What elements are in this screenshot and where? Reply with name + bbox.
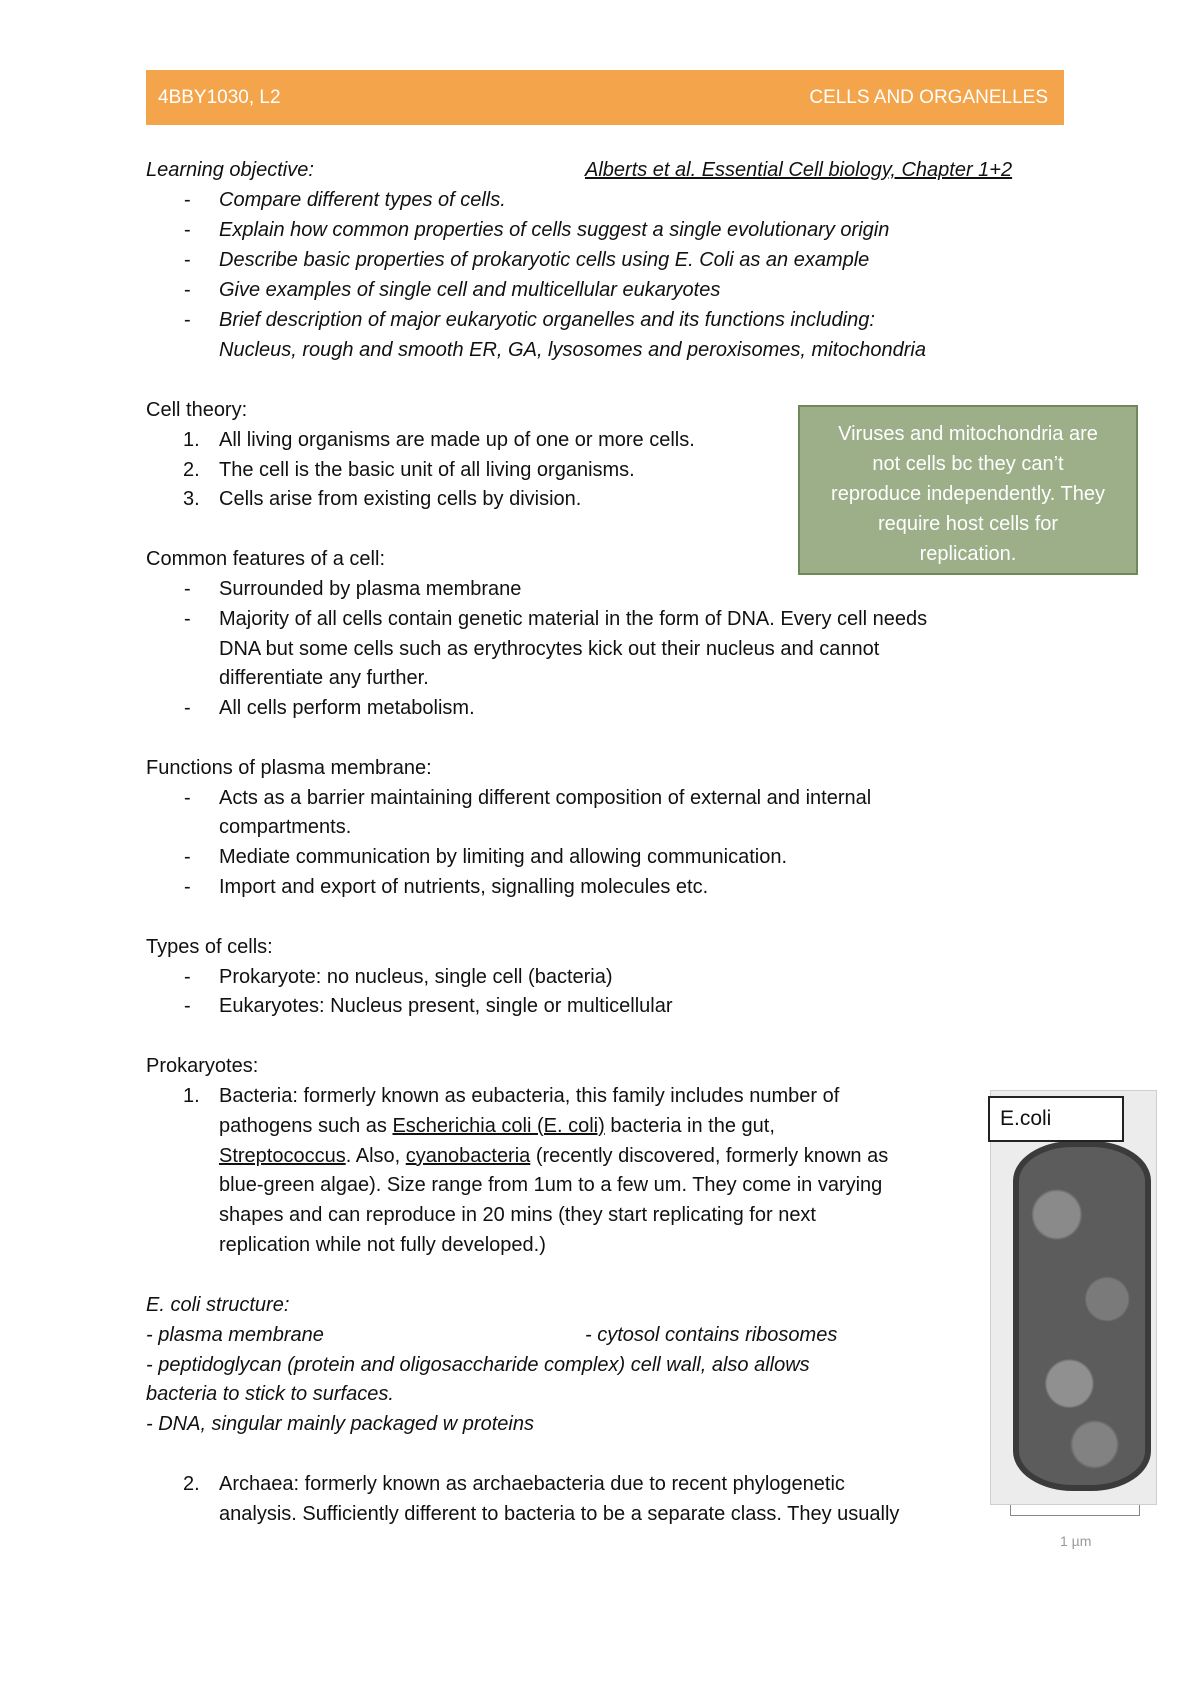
bullet-dash: - bbox=[184, 578, 191, 600]
types-item: Eukaryotes: Nucleus present, single or multicellular bbox=[219, 995, 673, 1017]
common-feature-continued: DNA but some cells such as erythrocytes kick out their nucleus and cannot bbox=[219, 638, 880, 660]
list-number: 3. bbox=[183, 488, 200, 510]
callout-line: require host cells for bbox=[877, 513, 1059, 535]
common-feature-item: Majority of all cells contain genetic material in the form of DNA. Every cell needs bbox=[219, 608, 928, 630]
objective-item: Brief description of major eukaryotic organelles and its functions including: bbox=[219, 309, 875, 331]
bullet-dash: - bbox=[184, 876, 191, 898]
ecoli-micrograph bbox=[990, 1090, 1157, 1505]
bullet-dash: - bbox=[184, 219, 191, 241]
objective-item: Explain how common properties of cells suggest a single evolutionary origin bbox=[219, 219, 890, 241]
objective-item: Give examples of single cell and multicellular eukaryotes bbox=[219, 279, 721, 301]
bullet-dash: - bbox=[184, 309, 191, 331]
list-number: 2. bbox=[183, 1473, 200, 1495]
types-heading: Types of cells: bbox=[146, 936, 273, 958]
common-features-heading: Common features of a cell: bbox=[146, 548, 385, 570]
bullet-dash: - bbox=[184, 279, 191, 301]
bacteria-line: Bacteria: formerly known as eubacteria, this family includes number of bbox=[219, 1085, 840, 1107]
objective-item: Compare different types of cells. bbox=[219, 189, 506, 211]
bullet-dash: - bbox=[184, 697, 191, 719]
membrane-heading: Functions of plasma membrane: bbox=[146, 757, 432, 779]
cell-theory-item: All living organisms are made up of one or more cells. bbox=[219, 429, 695, 451]
list-number: 1. bbox=[183, 429, 200, 451]
membrane-item: Acts as a barrier maintaining different composition of external and internal bbox=[219, 787, 872, 809]
bullet-dash: - bbox=[184, 608, 191, 630]
bacteria-line: replication while not fully developed.) bbox=[219, 1234, 546, 1256]
membrane-item: Import and export of nutrients, signalling molecules etc. bbox=[219, 876, 709, 898]
ecoli-cell-image bbox=[1013, 1141, 1151, 1491]
callout-line: not cells bc they can’t bbox=[872, 453, 1064, 475]
bacteria-line: pathogens such as Escherichia coli (E. coli) bacteria in the gut, bbox=[219, 1115, 775, 1137]
bullet-dash: - bbox=[184, 249, 191, 271]
structure-heading: E. coli structure: bbox=[146, 1294, 290, 1316]
list-number: 1. bbox=[183, 1085, 200, 1107]
bacteria-line: shapes and can reproduce in 20 mins (they start replicating for next bbox=[219, 1204, 816, 1226]
objective-item-continued: Nucleus, rough and smooth ER, GA, lysosomes and peroxisomes, mitochondria bbox=[219, 339, 927, 361]
bacteria-line: blue-green algae). Size range from 1um to a few um. They come in varying bbox=[219, 1174, 883, 1196]
bullet-dash: - bbox=[184, 995, 191, 1017]
objective-item: Describe basic properties of prokaryotic cells using E. Coli as an example bbox=[219, 249, 870, 271]
structure-item: - cytosol contains ribosomes bbox=[585, 1324, 838, 1346]
cell-theory-item: The cell is the basic unit of all living organisms. bbox=[219, 459, 635, 481]
scale-label: 1 µm bbox=[1060, 1533, 1092, 1549]
types-item: Prokaryote: no nucleus, single cell (bacteria) bbox=[219, 966, 613, 988]
learning-heading: Learning objective: bbox=[146, 159, 314, 181]
archaea-line: analysis. Sufficiently different to bacteria to be a separate class. They usually bbox=[219, 1503, 900, 1525]
bacteria-line: Streptococcus. Also, cyanobacteria (recently discovered, formerly known as bbox=[219, 1145, 889, 1167]
structure-item: - peptidoglycan (protein and oligosaccharide complex) cell wall, also allows bbox=[146, 1354, 810, 1376]
course-code: 4BBY1030, L2 bbox=[158, 87, 281, 108]
structure-item: - plasma membrane bbox=[146, 1324, 324, 1346]
term-cyanobacteria: cyanobacteria bbox=[405, 1145, 531, 1167]
bullet-dash: - bbox=[184, 189, 191, 211]
scale-bar bbox=[1010, 1505, 1140, 1516]
bullet-dash: - bbox=[184, 966, 191, 988]
structure-item: - DNA, singular mainly packaged w proteins bbox=[146, 1413, 534, 1435]
note-callout bbox=[798, 405, 1138, 575]
list-number: 2. bbox=[183, 459, 200, 481]
structure-item-continued: bacteria to stick to surfaces. bbox=[146, 1383, 394, 1405]
callout-line: reproduce independently. They bbox=[831, 483, 1105, 505]
membrane-item: Mediate communication by limiting and allowing communication. bbox=[219, 846, 788, 868]
term-ecoli: Escherichia coli (E. coli) bbox=[392, 1115, 605, 1137]
common-feature-item: All cells perform metabolism. bbox=[219, 697, 475, 719]
callout-line: replication. bbox=[919, 543, 1017, 565]
common-feature-item: Surrounded by plasma membrane bbox=[219, 578, 522, 600]
topic-title: CELLS AND ORGANELLES bbox=[809, 87, 1048, 108]
bullet-dash: - bbox=[184, 846, 191, 868]
callout-line: Viruses and mitochondria are bbox=[838, 423, 1098, 445]
membrane-item-continued: compartments. bbox=[219, 816, 352, 838]
prokaryotes-heading: Prokaryotes: bbox=[146, 1055, 259, 1077]
archaea-line: Archaea: formerly known as archaebacteria due to recent phylogenetic bbox=[219, 1473, 845, 1495]
reference-link: Alberts et al. Essential Cell biology, Chapter 1+2 bbox=[585, 159, 1013, 181]
figure-label: E.coli bbox=[988, 1096, 1124, 1142]
term-streptococcus: Streptococcus bbox=[219, 1145, 346, 1167]
cell-theory-heading: Cell theory: bbox=[146, 399, 248, 421]
header-bar bbox=[146, 70, 1064, 125]
common-feature-continued: differentiate any further. bbox=[219, 667, 429, 689]
bullet-dash: - bbox=[184, 787, 191, 809]
cell-theory-item: Cells arise from existing cells by division. bbox=[219, 488, 582, 510]
